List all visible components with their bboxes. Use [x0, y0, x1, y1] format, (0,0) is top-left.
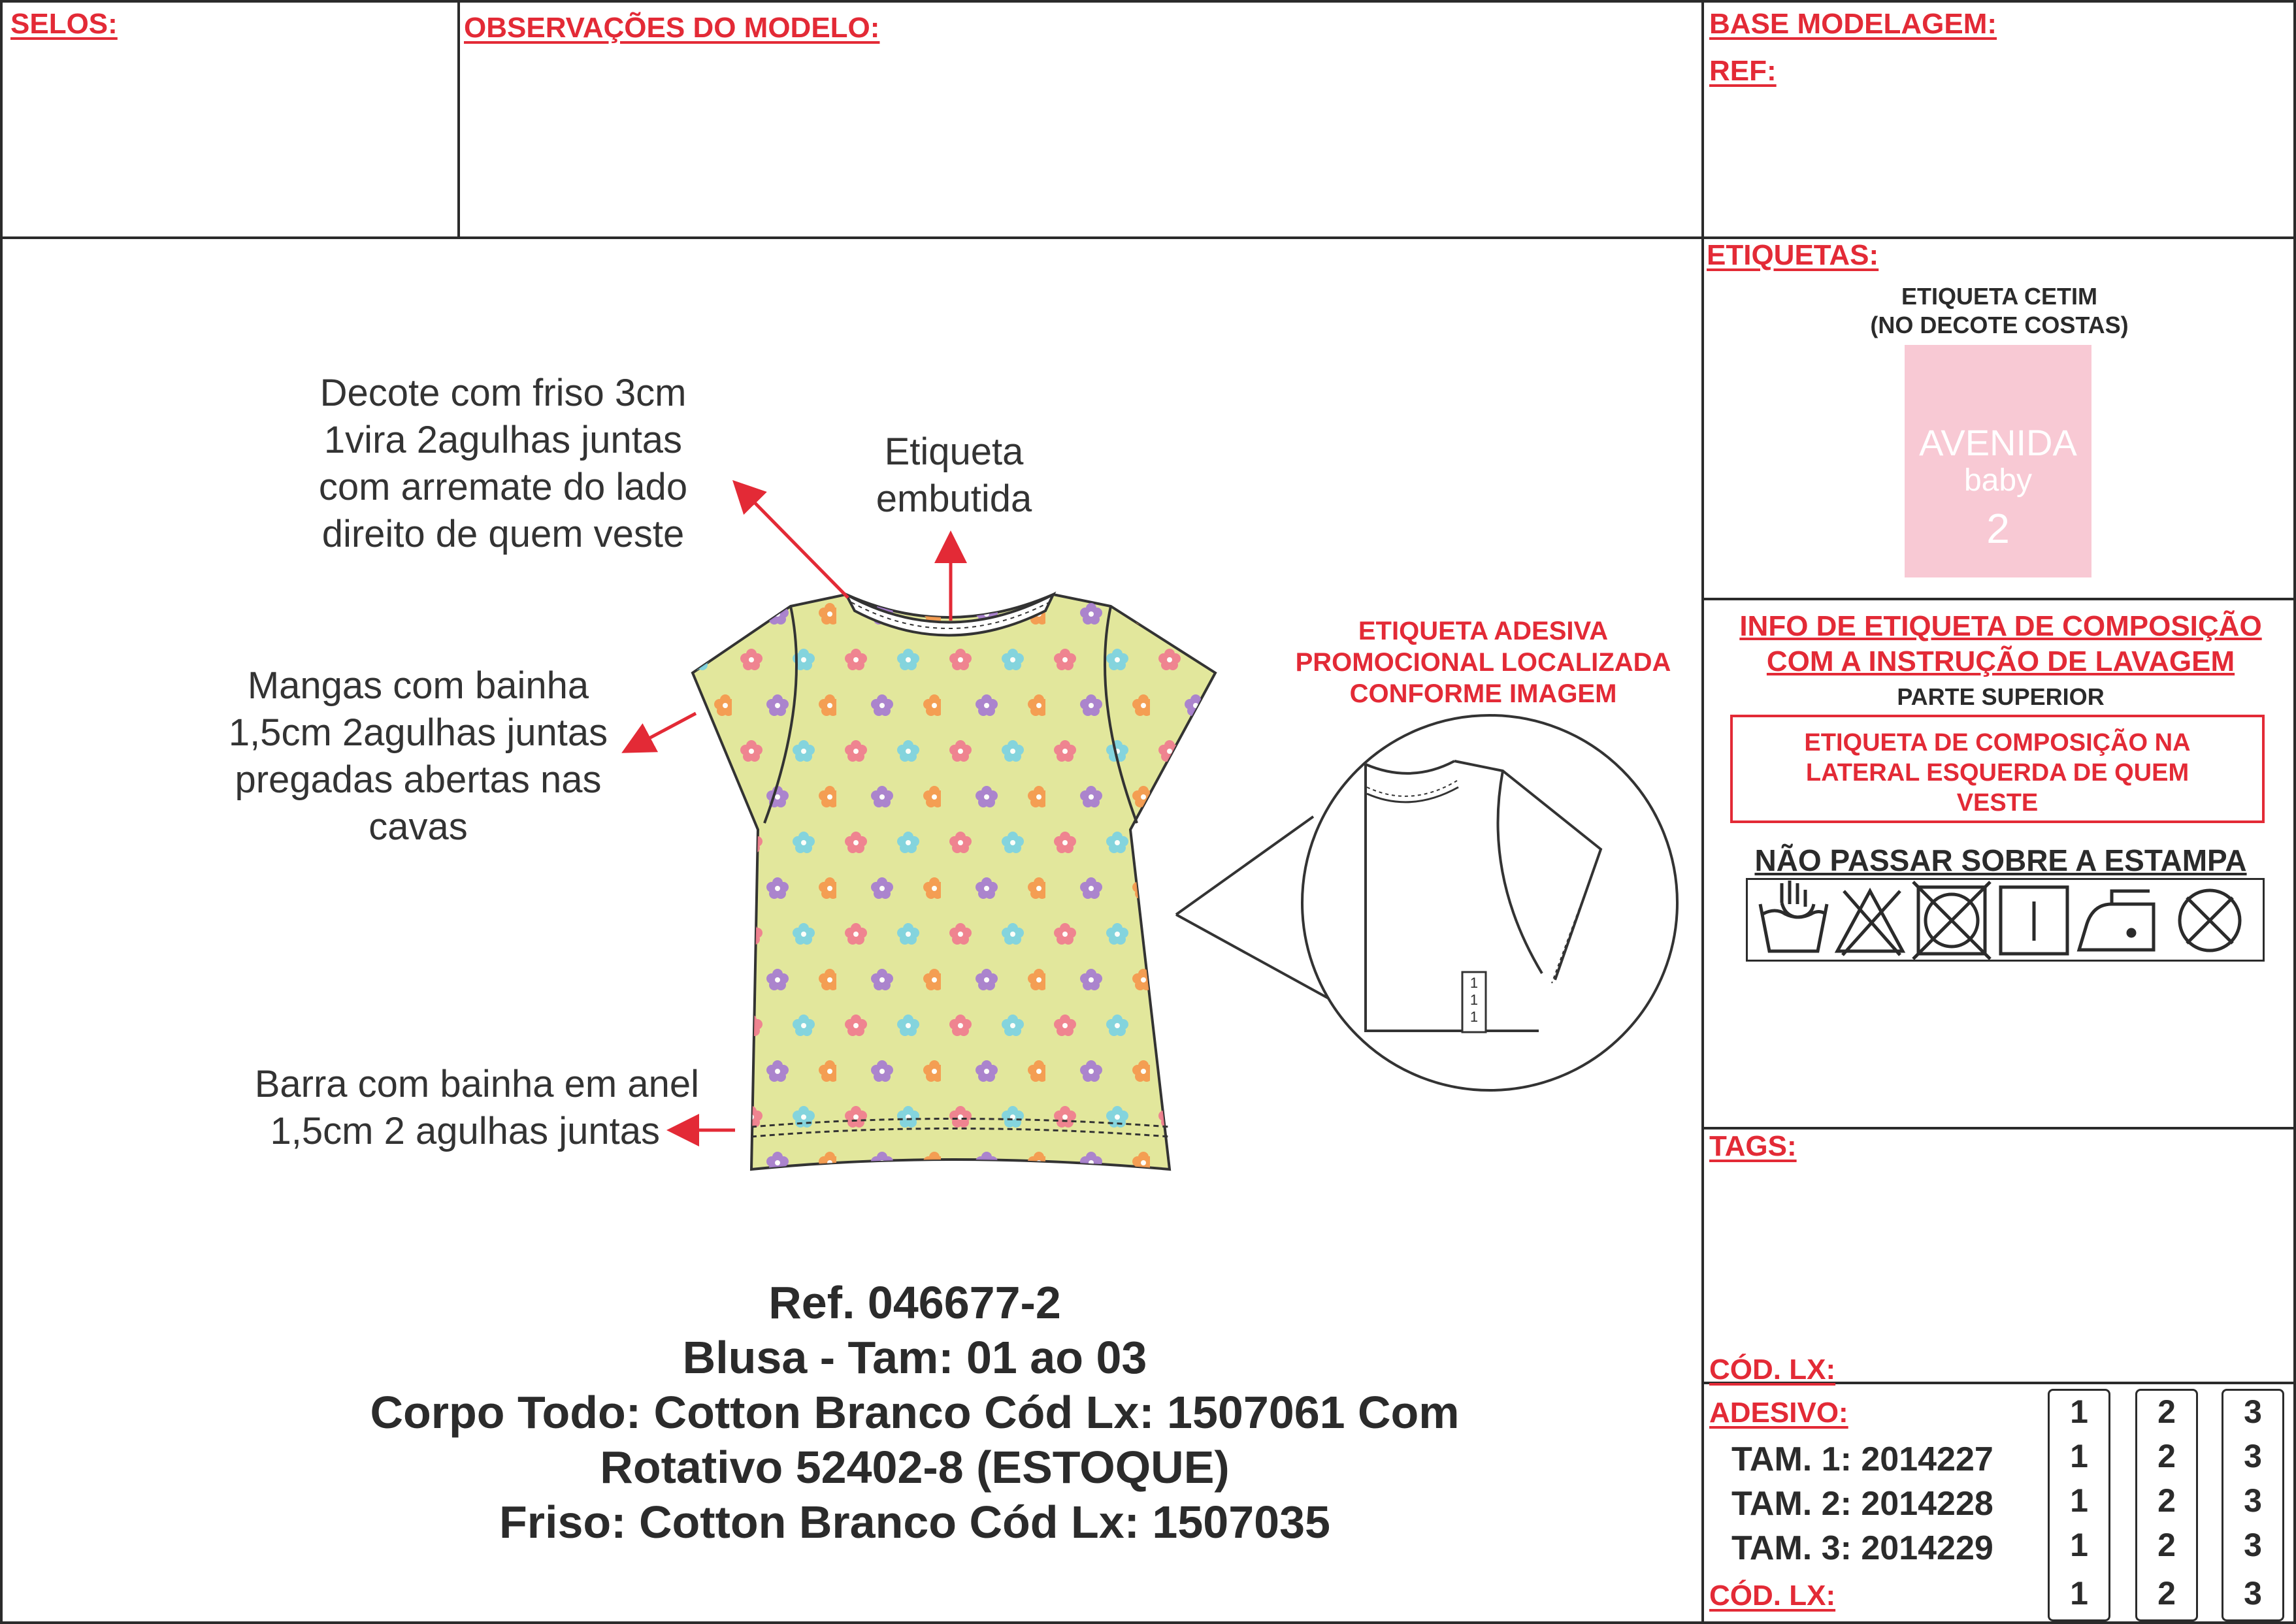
model-body-fabric: Corpo Todo: Cotton Branco Cód Lx: 1507061 Com — [370, 1387, 1460, 1438]
brand-sub: baby — [1963, 463, 2033, 498]
tags-cod-lx-label: CÓD. LX: — [1709, 1354, 1836, 1386]
mangas-note-line: pregadas abertas nas — [235, 758, 602, 801]
base-modelagem-label: BASE MODELAGEM: — [1709, 8, 1997, 40]
brand-size: 2 — [1986, 505, 2010, 552]
etiqueta-note-line: embutida — [876, 478, 1032, 520]
detail-tag-number: 1 — [1469, 1009, 1479, 1025]
size-cell: 1 — [2070, 1575, 2088, 1612]
observacoes-label: OBSERVAÇÕES DO MODELO: — [464, 12, 880, 44]
adesiva-note-line: PROMOCIONAL LOCALIZADA — [1295, 648, 1671, 677]
size-cell: 3 — [2244, 1575, 2262, 1612]
etiqueta-cetim-title — [1803, 282, 2195, 340]
line-dry-icon — [2001, 887, 2067, 954]
model-print: Rotativo 52402-8 (ESTOQUE) — [600, 1442, 1230, 1493]
detail-tag-number: 1 — [1469, 975, 1479, 991]
parte-superior-label: PARTE SUPERIOR — [1897, 683, 2105, 710]
adesivo-row: TAM. 3: 2014229 — [1731, 1529, 1993, 1567]
brand-label — [1905, 345, 2091, 577]
adesivo-row: TAM. 2: 2014228 — [1731, 1485, 1993, 1523]
divider-right-3 — [1703, 1127, 2296, 1129]
size-cell: 2 — [2157, 1527, 2176, 1563]
cetim-line: ETIQUETA CETIM — [1901, 283, 2097, 310]
no-tumble-dry-icon — [1913, 882, 1990, 959]
decote-note-line: direito de quem veste — [321, 513, 685, 555]
decote-note-line: com arremate do lado — [318, 466, 688, 508]
nao-passar-label: NÃO PASSAR SOBRE A ESTAMPA — [1754, 843, 2247, 877]
tags-label: TAGS: — [1709, 1130, 1797, 1162]
size-cell: 2 — [2157, 1438, 2176, 1474]
no-dry-clean-icon — [2180, 890, 2240, 950]
size-cell: 1 — [2070, 1393, 2088, 1430]
composicao-box — [1730, 715, 2265, 823]
decote-note-line: 1vira 2agulhas juntas — [323, 419, 683, 461]
no-bleach-icon — [1837, 891, 1903, 955]
divider-right-2 — [1703, 598, 2296, 600]
model-rib: Friso: Cotton Branco Cód Lx: 1507035 — [499, 1497, 1330, 1548]
model-info — [196, 1275, 1633, 1550]
etiquetas-label: ETIQUETAS: — [1707, 239, 1879, 271]
barra-note-line: Barra com bainha em anel — [254, 1063, 699, 1105]
adesivo-rows — [1731, 1437, 1993, 1570]
size-cell: 1 — [2070, 1527, 2088, 1563]
detail-tag-number: 1 — [1469, 992, 1479, 1008]
decote-note-line: Decote com friso 3cm — [320, 372, 687, 414]
selos-label: SELOS: — [10, 8, 118, 40]
hand-wash-icon — [1760, 881, 1827, 951]
mangas-note-line: cavas — [369, 805, 468, 848]
care-icons — [1746, 878, 2265, 962]
model-ref: Ref. 046677-2 — [768, 1277, 1061, 1328]
composicao-title-line: INFO DE ETIQUETA DE COMPOSIÇÃO — [1739, 610, 2262, 642]
mangas-note-line: Mangas com bainha — [247, 664, 589, 707]
composicao-title — [1707, 609, 2295, 679]
composicao-box-line: LATERAL ESQUERDA DE QUEM — [1805, 759, 2189, 787]
adesiva-note-line: CONFORME IMAGEM — [1349, 679, 1617, 708]
brand-name: AVENIDA — [1919, 422, 2077, 463]
etiqueta-note-line: Etiqueta — [884, 430, 1024, 473]
barra-note-line: 1,5cm 2 agulhas juntas — [270, 1110, 660, 1152]
adesivo-row: TAM. 1: 2014227 — [1731, 1440, 1993, 1478]
model-type: Blusa - Tam: 01 ao 03 — [682, 1332, 1147, 1383]
mangas-note-line: 1,5cm 2agulhas juntas — [228, 711, 608, 754]
size-cell: 2 — [2157, 1393, 2176, 1430]
size-cell: 2 — [2157, 1482, 2176, 1519]
size-cell: 1 — [2070, 1438, 2088, 1474]
iron-low-icon — [2079, 891, 2154, 950]
size-cell: 3 — [2244, 1393, 2262, 1430]
adesiva-note-line: ETIQUETA ADESIVA — [1358, 617, 1609, 645]
composicao-title-line: COM A INSTRUÇÃO DE LAVAGEM — [1766, 645, 2235, 677]
size-cell: 3 — [2244, 1527, 2262, 1563]
size-cell: 3 — [2244, 1482, 2262, 1519]
adesivo-label: ADESIVO: — [1709, 1397, 1848, 1429]
adesivo-cod-lx-label: CÓD. LX: — [1709, 1580, 1836, 1612]
ref-label: REF: — [1709, 55, 1777, 87]
size-cell: 3 — [2244, 1438, 2262, 1474]
size-cell: 1 — [2070, 1482, 2088, 1519]
composicao-box-line: VESTE — [1956, 789, 2039, 817]
size-cell: 2 — [2157, 1575, 2176, 1612]
cetim-line: (NO DECOTE COSTAS) — [1870, 312, 2129, 338]
composicao-box-line: ETIQUETA DE COMPOSIÇÃO NA — [1804, 729, 2191, 756]
